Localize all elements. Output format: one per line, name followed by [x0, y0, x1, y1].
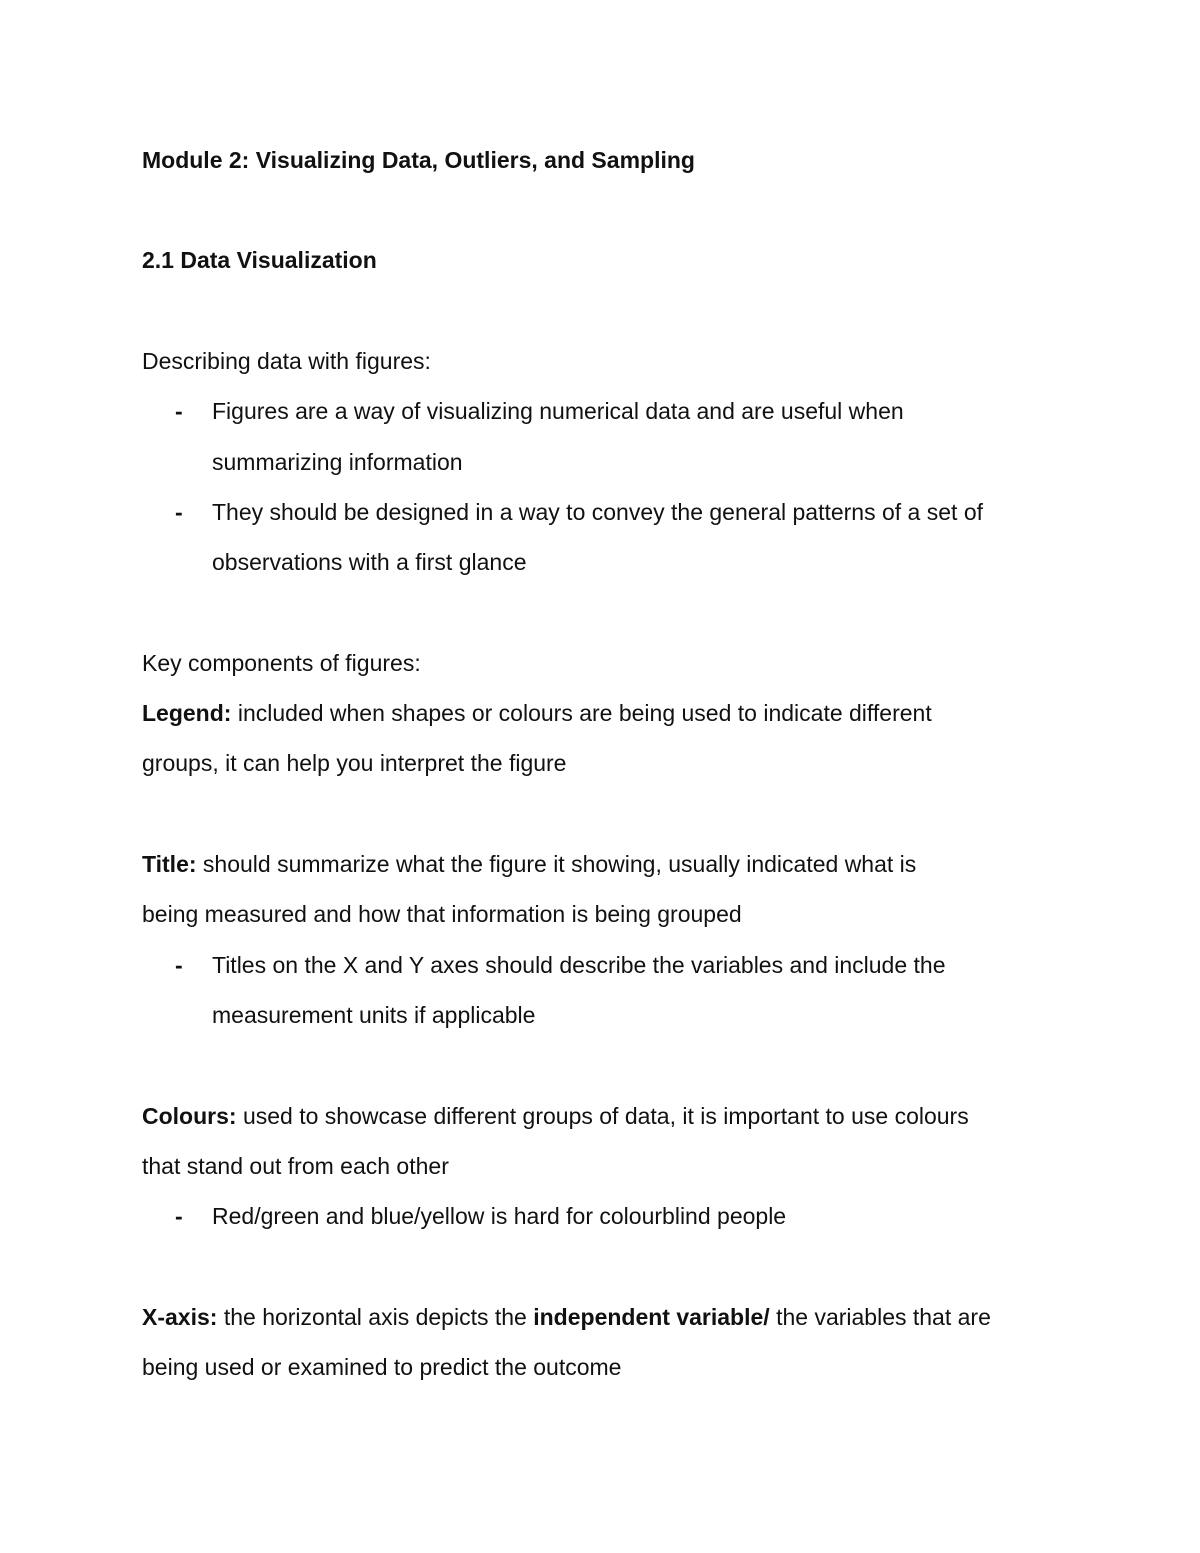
bullet-line-continued: measurement units if applicable: [212, 1002, 536, 1028]
title-text: should summarize what the figure it showing, usually indicated what is: [196, 851, 917, 877]
bullet-line-continued: observations with a first glance: [212, 549, 527, 575]
title-paragraph: [142, 849, 916, 879]
legend-paragraph-continued: groups, it can help you interpret the figure: [142, 750, 567, 776]
colours-text: used to showcase different groups of data, it is important to use colours: [236, 1103, 969, 1129]
bullet-dash: -: [175, 952, 183, 978]
bullet-line: They should be designed in a way to convey the general patterns of a set of: [212, 499, 983, 525]
xaxis-text: the horizontal axis depicts the: [217, 1304, 534, 1330]
legend-paragraph: [142, 698, 932, 728]
colours-term: Colours:: [142, 1103, 237, 1129]
bullet-line-continued: summarizing information: [212, 449, 463, 475]
colours-paragraph: [142, 1101, 969, 1131]
colours-paragraph-continued: that stand out from each other: [142, 1153, 449, 1179]
section-title: 2.1 Data Visualization: [142, 247, 377, 273]
xaxis-paragraph: [142, 1302, 991, 1332]
xaxis-term: X-axis:: [142, 1304, 218, 1330]
bullet-line: Red/green and blue/yellow is hard for colourblind people: [212, 1203, 787, 1229]
legend-text: included when shapes or colours are being used to indicate different: [231, 700, 932, 726]
key-components-intro: Key components of figures:: [142, 650, 421, 676]
xaxis-emphasis: independent variable/: [533, 1304, 770, 1330]
xaxis-text-end: the variables that are: [769, 1304, 991, 1330]
title-term: Title:: [142, 851, 197, 877]
bullet-dash: -: [175, 1203, 183, 1229]
title-paragraph-continued: being measured and how that information is being grouped: [142, 901, 742, 927]
bullet-dash: -: [175, 398, 183, 424]
bullet-dash: -: [175, 499, 183, 525]
bullet-line: Titles on the X and Y axes should describe the variables and include the: [212, 952, 946, 978]
module-title: Module 2: Visualizing Data, Outliers, and Sampling: [142, 147, 695, 173]
legend-term: Legend:: [142, 700, 232, 726]
describing-intro: Describing data with figures:: [142, 348, 431, 374]
xaxis-paragraph-continued: being used or examined to predict the outcome: [142, 1354, 622, 1380]
bullet-line: Figures are a way of visualizing numerical data and are useful when: [212, 398, 904, 424]
